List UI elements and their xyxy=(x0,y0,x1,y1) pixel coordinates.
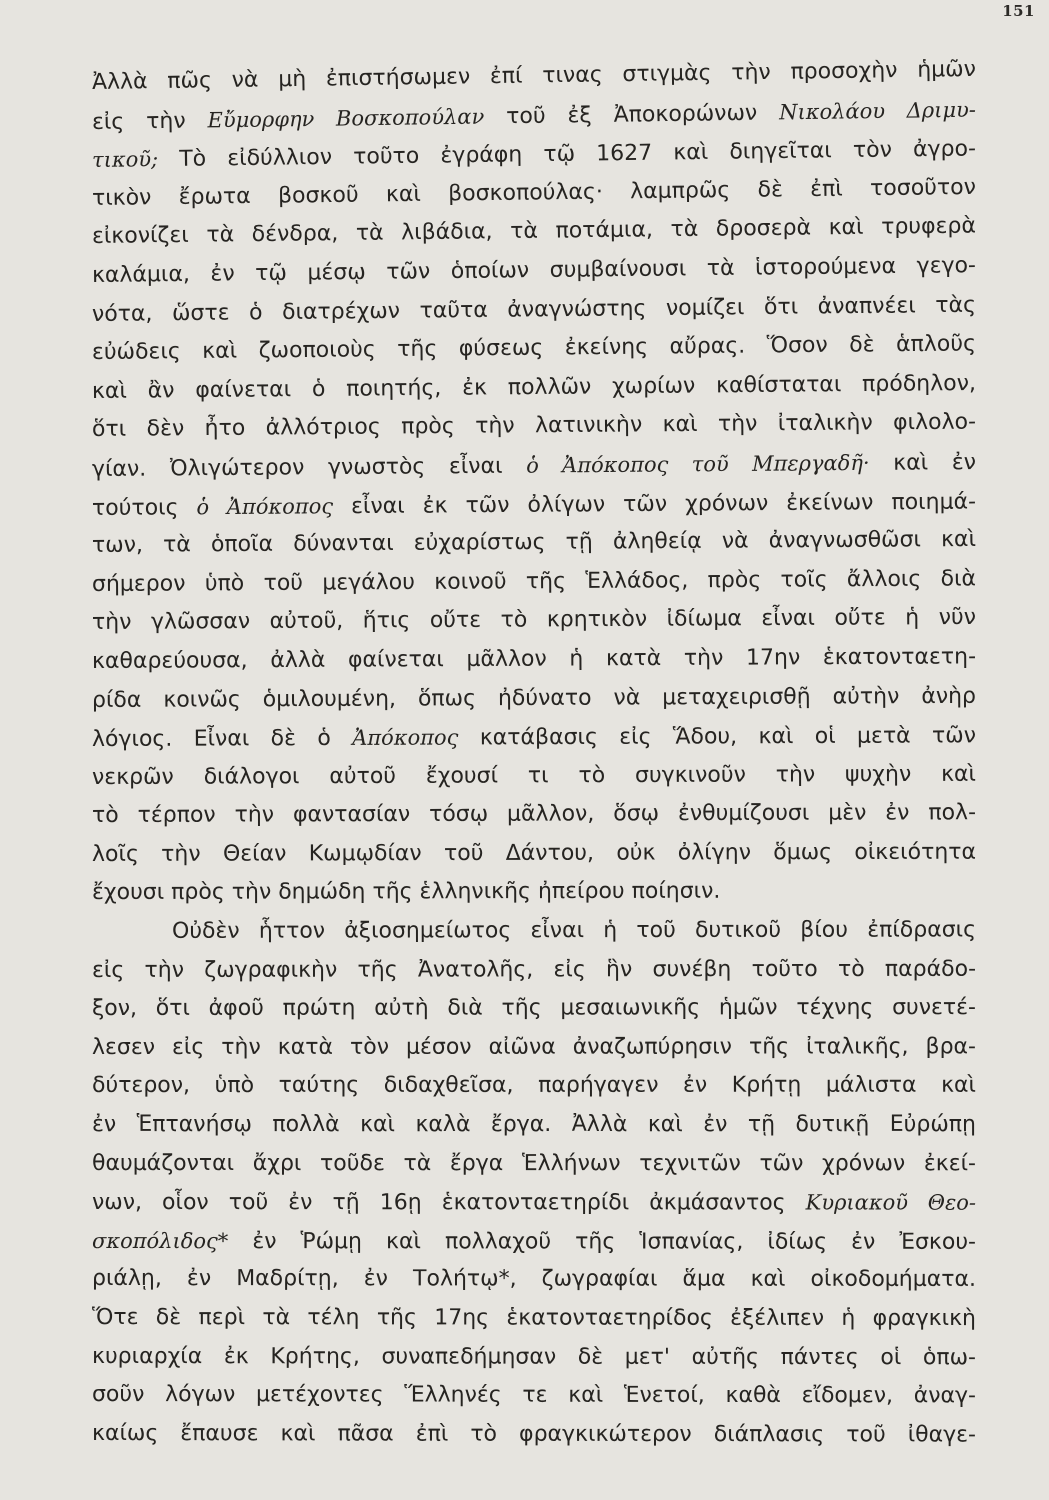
text-segment: ἔχουσι πρὸς τὴν δημώδη τῆς ἑλληνικῆς ἠπείρου ποίησιν. xyxy=(91,879,721,906)
text-segment: θαυμάζονται ἄχρι τοῦδε τὰ ἔργα Ἑλλήνων τεχνιτῶν τῶν χρόνων ἐκεί- xyxy=(91,1150,977,1176)
text-segment: εἰς τὴν xyxy=(91,107,208,135)
text-line xyxy=(92,638,976,681)
text-line xyxy=(92,1183,976,1222)
text-line xyxy=(92,989,976,1029)
text-segment: εἰς τὴν ζωγραφικὴν τῆς Ἀνατολῆς, εἰς ἣν συνέβη τοῦτο τὸ παράδο- xyxy=(91,956,977,983)
text-line xyxy=(92,716,976,758)
text-segment: ὅτι δὲν ἦτο ἀλλότριος πρὸς τὴν λατινικὴν καὶ τὴν ἰταλικὴν φιλολο- xyxy=(91,409,977,443)
text-line xyxy=(92,1145,976,1184)
text-segment: εἶναι ἐκ τῶν ὀλίγων τῶν χρόνων ἐκείνων ποιημά- xyxy=(332,489,977,519)
text-line xyxy=(92,482,976,527)
text-segment: Ἀλλὰ πῶς νὰ μὴ ἐπιστήσωμεν ἐπί τινας στιγμὰς τὴν προσοχὴν ἡμῶν xyxy=(91,56,977,95)
text-line xyxy=(92,1376,976,1416)
text-line xyxy=(92,834,976,875)
text-line xyxy=(92,521,976,566)
text-line xyxy=(92,560,976,604)
italic-text: σκοπόλιδος* xyxy=(91,1228,229,1253)
italic-text: ὁ Ἀπόκοπος xyxy=(196,493,334,519)
text-line xyxy=(92,1415,976,1455)
text-segment: λεσεν εἰς τὴν κατὰ τὸν μέσον αἰῶνα ἀναζωπύρησιν τῆς ἰταλικῆς, βρα- xyxy=(91,1034,977,1060)
text-segment: νότα, ὥστε ὁ διατρέχων ταῦτα ἀναγνώστης νομίζει ὅτι ἀναπνέει τὰς xyxy=(91,292,977,327)
text-segment: τὸ τέρπον τὴν φαντασίαν τόσῳ μᾶλλον, ὅσῳ ἐνθυμίζουσι μὲν ἐν πολ- xyxy=(91,800,977,829)
text-segment: ἐν Ῥώμῃ καὶ πολλαχοῦ τῆς Ἱσπανίας, ἰδίως ἐν Ἐσκου- xyxy=(228,1228,977,1255)
text-segment: καλάμια, ἐν τῷ μέσῳ τῶν ὁποίων συμβαίνουσι τὰ ἱστορούμενα γεγο- xyxy=(91,253,977,288)
text-line xyxy=(92,677,976,720)
text-line xyxy=(92,873,976,913)
text-line xyxy=(92,950,976,990)
text-segment: ρίδα κοινῶς ὁμιλουμένη, ὅπως ἠδύνατο νὰ μεταχειρισθῇ αὐτὴν ἀνὴρ xyxy=(91,683,977,713)
text-segment: Οὐδὲν ἧττον ἀξιοσημείωτος εἶναι ἡ τοῦ δυτικοῦ βίου ἐπίδρασις xyxy=(171,917,977,944)
text-line xyxy=(92,443,976,489)
text-segment: δύτερον, ὑπὸ ταύτης διδαχθεῖσα, παρήγαγεν ἐν Κρήτῃ μάλιστα καὶ xyxy=(91,1073,977,1099)
body-text xyxy=(91,56,977,1453)
text-segment: κυριαρχία ἐκ Κρήτης, συναπεδήμησαν δὲ μετ' αὐτῆς πάντες οἱ ὁπω- xyxy=(91,1343,977,1370)
text-segment: ξον, ὅτι ἀφοῦ πρώτη αὐτὴ διὰ τῆς μεσαιωνικῆς ἡμῶν τέχνης συνετέ- xyxy=(91,995,977,1022)
text-segment: κατάβασις εἰς Ἅδου, καὶ οἱ μετὰ τῶν xyxy=(458,723,977,751)
text-line xyxy=(92,755,976,797)
italic-text: Ἀπόκοπος xyxy=(352,725,459,751)
text-segment: ἐν Ἑπτανήσῳ πολλὰ καὶ καλὰ ἔργα. Ἀλλὰ καὶ ἐν τῇ δυτικῇ Εὐρώπῃ xyxy=(92,1112,976,1138)
text-segment: σήμερον ὑπὸ τοῦ μεγάλου κοινοῦ τῆς Ἑλλάδος, πρὸς τοῖς ἄλλοις διὰ xyxy=(91,566,977,597)
italic-text: Νικολάου Δριμυ- xyxy=(778,97,977,124)
text-line xyxy=(92,795,976,836)
page-number: 151 xyxy=(1002,2,1035,20)
text-segment: τὴν γλῶσσαν αὐτοῦ, ἥτις οὔτε τὸ κρητικὸν ἰδίωμα εἶναι οὔτε ἡ νῦν xyxy=(91,605,977,636)
text-line xyxy=(92,1260,976,1300)
text-segment: σοῦν λόγων μετέχοντες Ἕλληνές τε καὶ Ἑνετοί, καθὰ εἴδομεν, ἀναγ- xyxy=(91,1382,977,1409)
italic-text: τικοῦ; xyxy=(91,147,159,173)
text-segment: Τὸ εἰδύλλιον τοῦτο ἐγράφη τῷ 1627 καὶ διηγεῖται τὸν ἀγρο- xyxy=(157,136,977,173)
italic-text: Κυριακοῦ Θεο- xyxy=(805,1190,977,1215)
text-line xyxy=(92,1028,976,1067)
text-line xyxy=(92,1106,976,1145)
text-line xyxy=(92,404,976,450)
text-segment: λόγιος. Εἶναι δὲ ὁ xyxy=(91,726,353,753)
text-segment: καίως ἔπαυσε καὶ πᾶσα ἐπὶ τὸ φραγκικώτερον διάπλασις τοῦ ἰθαγε- xyxy=(91,1420,977,1448)
italic-text: Εὔμορφην Βοσκοπούλαν xyxy=(207,104,485,132)
text-segment: νεκρῶν διάλογοι αὐτοῦ ἔχουσί τι τὸ συγκινοῦν τὴν ψυχὴν καὶ xyxy=(91,761,977,790)
text-line xyxy=(92,1067,976,1106)
text-segment: εὐώδεις καὶ ζωοποιοὺς τῆς φύσεως ἐκείνης αὔρας. Ὅσον δὲ ἁπλοῦς xyxy=(91,331,977,366)
text-segment: τικὸν ἔρωτα βοσκοῦ καὶ βοσκοπούλας· λαμπρῶς δὲ ἐπὶ τοσοῦτον xyxy=(91,174,977,211)
text-line xyxy=(92,1299,976,1339)
text-segment: τοῦ ἐξ Ἀποκορώνων xyxy=(484,100,780,130)
text-segment: τούτοις xyxy=(91,494,197,521)
text-line xyxy=(92,599,976,643)
text-line xyxy=(92,1222,976,1261)
text-segment: καὶ ἂν φαίνεται ὁ ποιητής, ἐκ πολλῶν χωρίων καθίσταται πρόδηλον, xyxy=(91,370,977,404)
text-line xyxy=(92,1338,976,1378)
text-segment: των, τὰ ὁποῖα δύνανται εὐχαρίστως τῇ ἀληθείᾳ νὰ ἀναγνωσθῶσι καὶ xyxy=(91,527,977,559)
text-segment: Ὅτε δὲ περὶ τὰ τέλη τῆς 17ης ἑκατονταετηρίδος ἐξέλιπεν ἡ φραγκικὴ xyxy=(91,1305,977,1332)
text-segment: νων, οἷον τοῦ ἐν τῇ 16ῃ ἑκατονταετηρίδι ἀκμάσαντος xyxy=(91,1190,806,1216)
text-segment: ριάλῃ, ἐν Μαδρίτῃ, ἐν Τολήτῳ*, ζωγραφίαι ἅμα καὶ οἰκοδομήματα. xyxy=(91,1266,977,1293)
italic-text: ὁ Ἀπόκοπος τοῦ Μπεργαδῆ· xyxy=(526,450,870,478)
text-segment: γίαν. Ὀλιγώτερον γνωστὸς εἶναι xyxy=(91,453,527,482)
text-line xyxy=(92,912,976,952)
text-segment: λοῖς τὴν Θείαν Κωμῳδίαν τοῦ Δάντου, οὐκ ὀλίγην ὅμως οἰκειότητα xyxy=(91,839,977,867)
text-segment: καθαρεύουσα, ἀλλὰ φαίνεται μᾶλλον ἡ κατὰ τὴν 17ην ἑκατονταετη- xyxy=(91,644,977,674)
text-segment: εἰκονίζει τὰ δένδρα, τὰ λιβάδια, τὰ ποτάμια, τὰ δροσερὰ καὶ τρυφερὰ xyxy=(91,213,977,250)
text-segment: καὶ ἐν xyxy=(869,449,977,476)
